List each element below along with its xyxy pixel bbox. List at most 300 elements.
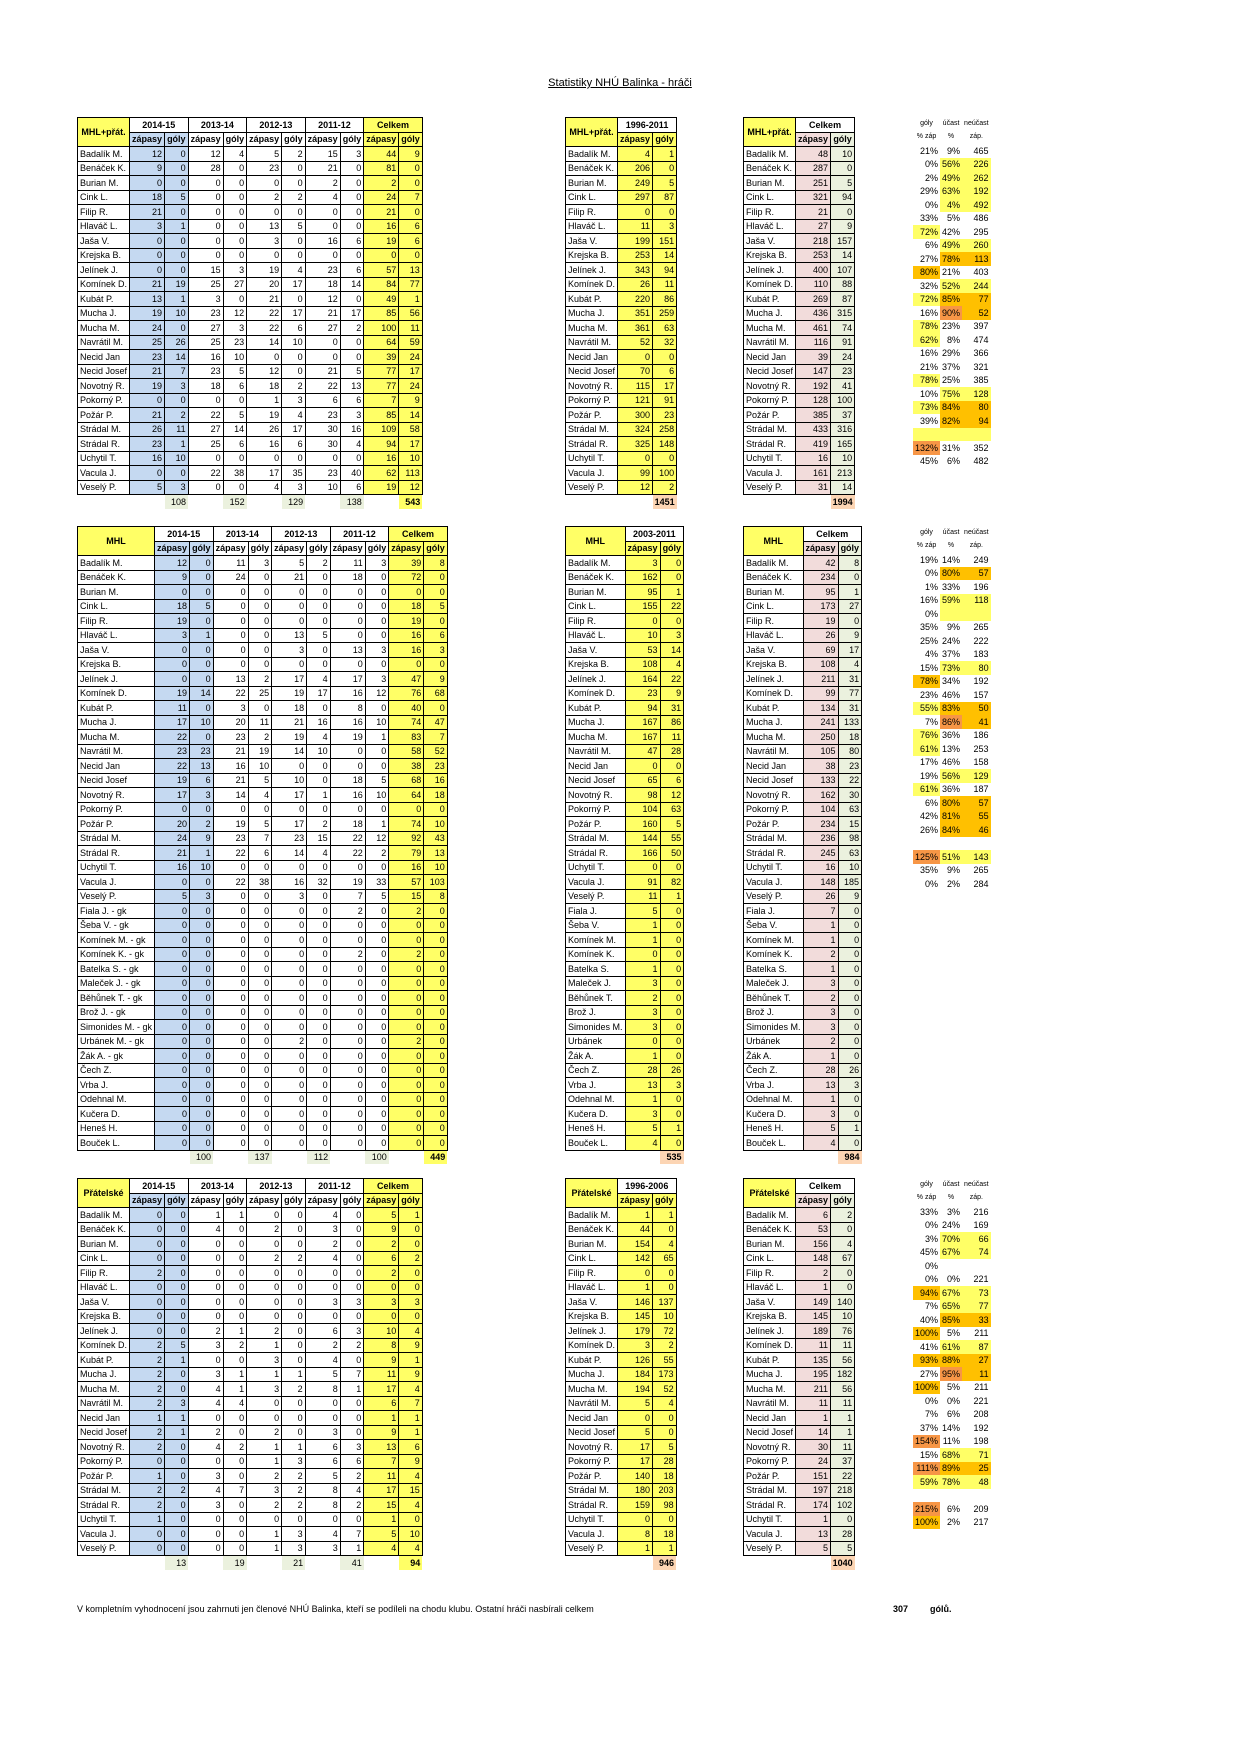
cell-value: 0 [272, 614, 307, 629]
cell-value: 149 [796, 1295, 831, 1310]
stat-value: 295 [973, 226, 989, 237]
player-name: Krejska B. [744, 1309, 796, 1324]
cell-value: 0 [188, 1527, 223, 1542]
stat-value: 36% [942, 784, 961, 795]
player-name: Burian M. [566, 1237, 618, 1252]
table-row [744, 628, 862, 643]
cell-value: 1 [247, 1367, 282, 1382]
stat-value: 16% [920, 307, 939, 318]
cell-value: 3 [618, 1338, 653, 1353]
table-row [913, 1462, 991, 1476]
player-name: Navrátil M. [744, 1396, 796, 1411]
cell-value: 0 [307, 657, 331, 672]
table-row [913, 414, 991, 428]
cell-value: 3 [803, 1020, 838, 1035]
table-row [913, 864, 991, 878]
table-row [744, 933, 862, 948]
cell-value: 16 [272, 875, 307, 890]
table-row [913, 1053, 991, 1067]
player-name: Komínek D. [566, 686, 626, 701]
cell-value: 1 [653, 1208, 677, 1223]
stat-value: 55% [913, 702, 940, 716]
cell-value: 0 [223, 292, 247, 307]
cell-value: 7 [424, 730, 448, 745]
cell-value: 0 [364, 248, 399, 263]
cell-value: 0 [330, 976, 365, 991]
player-name: Mucha M. [744, 1382, 796, 1397]
cell-value: 0 [155, 1107, 190, 1122]
cell-value: 0 [838, 947, 862, 962]
cell-value: 0 [330, 614, 365, 629]
cell-value: 10 [653, 1309, 677, 1324]
table-row [566, 1020, 684, 1035]
cell-value: 0 [155, 1020, 190, 1035]
matches-subheader: zápasy [188, 132, 223, 147]
goals-subheader: góly [223, 132, 247, 147]
stat-value [940, 958, 962, 972]
cell-value: 0 [188, 219, 223, 234]
cell-value: 10 [190, 715, 214, 730]
table-row [78, 1527, 423, 1542]
cell-value: 0 [330, 1078, 365, 1093]
cell-value: 3 [248, 556, 272, 571]
player-name: Navrátil M. [744, 335, 796, 350]
cell-value: 0 [653, 1425, 677, 1440]
cell-value: 213 [831, 466, 855, 481]
cell-value: 0 [618, 451, 653, 466]
stat-value: 260 [962, 239, 991, 253]
table-row [78, 1251, 423, 1266]
cell-value: 98 [653, 1498, 677, 1513]
player-name: Krejska B. [78, 657, 155, 672]
cell-value: 31 [838, 701, 862, 716]
cell-value: 0 [389, 962, 424, 977]
cell-value: 133 [838, 715, 862, 730]
cell-value: 3 [340, 408, 364, 423]
cell-value: 22 [330, 831, 365, 846]
stat-value [940, 1093, 962, 1107]
cell-value: 0 [389, 1107, 424, 1122]
cell-value: 1 [165, 219, 189, 234]
cell-value: 8 [618, 1527, 653, 1542]
cell-value: 4 [305, 1527, 340, 1542]
cell-value: 21 [272, 715, 307, 730]
cell-value: 18 [247, 379, 282, 394]
cell-value: 249 [618, 176, 653, 191]
cell-value: 17 [399, 437, 423, 452]
table-row [78, 408, 423, 423]
cell-value: 0 [190, 802, 214, 817]
player-name: Požár P. [78, 408, 130, 423]
cell-value: 44 [618, 1222, 653, 1237]
stat-value: 67% [942, 1287, 961, 1298]
table-row [744, 1266, 855, 1281]
cell-value: 2 [130, 1382, 165, 1397]
cell-value: 0 [365, 904, 389, 919]
cell-value: 0 [282, 451, 306, 466]
player-name: Heneš H. [744, 1121, 804, 1136]
cell-value: 0 [838, 904, 862, 919]
goals-subheader: góly [282, 1193, 306, 1208]
cell-value: 12 [399, 480, 423, 495]
cell-value: 0 [165, 1222, 189, 1237]
cell-value: 3 [365, 643, 389, 658]
stat-value [913, 958, 940, 972]
player-name: Strádal M. [744, 831, 804, 846]
cell-value: 0 [188, 248, 223, 263]
cell-value: 0 [155, 904, 190, 919]
cell-value: 192 [796, 379, 831, 394]
cell-value: 0 [838, 933, 862, 948]
stat-value: 37% [942, 649, 961, 660]
cell-value: 77 [364, 364, 399, 379]
season-goals-total: 100 [365, 1150, 389, 1164]
cell-value: 63 [838, 846, 862, 861]
cell-value: 0 [247, 1208, 282, 1223]
stat-value: 474 [973, 334, 989, 345]
cell-value: 0 [282, 1353, 306, 1368]
cell-value: 0 [190, 947, 214, 962]
cell-value: 0 [188, 1280, 223, 1295]
season-header: 2012-13 [272, 527, 331, 542]
cell-value: 0 [247, 350, 282, 365]
player-name: Novotný R. [78, 1440, 130, 1455]
cell-value: 2 [282, 1498, 306, 1513]
cell-value: 17 [155, 715, 190, 730]
stat-value: 33% [920, 1206, 939, 1217]
cell-value: 199 [618, 234, 653, 249]
table-row [744, 205, 855, 220]
table-row [744, 1411, 855, 1426]
table-row [913, 1093, 991, 1107]
cell-value: 26 [165, 335, 189, 350]
season-header: 2011-12 [305, 118, 364, 133]
cell-value: 2 [803, 991, 838, 1006]
table-row [78, 1222, 423, 1237]
cell-value: 23 [188, 364, 223, 379]
cell-value: 11 [248, 715, 272, 730]
stat-value: 100% [915, 1517, 939, 1528]
table-row [566, 1454, 677, 1469]
stat-value: 16% [920, 348, 939, 359]
cell-value: 0 [340, 1251, 364, 1266]
cell-value: 24 [364, 190, 399, 205]
cell-value: 1 [618, 1280, 653, 1295]
cell-value: 0 [305, 205, 340, 220]
stat-value [940, 837, 962, 851]
stat-value: 56% [942, 770, 961, 781]
table-row [78, 1005, 448, 1020]
stat-value [962, 1026, 991, 1040]
player-name: Běhůnek T. [566, 991, 626, 1006]
cell-value: 0 [838, 1136, 862, 1151]
cell-value: 38 [223, 466, 247, 481]
stat-value: 55 [962, 810, 991, 824]
cell-value: 0 [272, 657, 307, 672]
stat-value: 27 [962, 1354, 991, 1368]
cell-value: 21 [305, 306, 340, 321]
player-name: Necid Jan [566, 759, 626, 774]
player-name: Mucha J. [744, 715, 804, 730]
player-name: Komínek K. [566, 947, 626, 962]
cell-value: 94 [364, 437, 399, 452]
cell-value: 6 [340, 1454, 364, 1469]
table-row [744, 1396, 855, 1411]
cell-value: 0 [307, 643, 331, 658]
table-row [744, 1541, 855, 1556]
season-goals-total: 21 [282, 1556, 306, 1570]
cell-value: 2 [340, 321, 364, 336]
cell-value: 4 [188, 1222, 223, 1237]
stat-value: 48 [962, 1475, 991, 1489]
cell-value: 2 [389, 947, 424, 962]
cell-value: 110 [796, 277, 831, 292]
table-row [566, 277, 677, 292]
cell-value: 19 [803, 614, 838, 629]
stat-value [962, 837, 991, 851]
cell-value: 0 [272, 991, 307, 1006]
player-name: Bouček L. [744, 1136, 804, 1151]
cell-value: 0 [155, 672, 190, 687]
cell-value: 0 [330, 1034, 365, 1049]
cell-value: 3 [282, 480, 306, 495]
cell-value: 5 [364, 1527, 399, 1542]
cell-value: 11 [618, 219, 653, 234]
cell-value: 0 [213, 918, 248, 933]
player-name: Mucha M. [78, 730, 155, 745]
player-name: Heneš H. [566, 1121, 626, 1136]
cell-value: 241 [803, 715, 838, 730]
player-name: Jaša V. [744, 234, 796, 249]
player-name: Požár P. [744, 1469, 796, 1484]
stat-value: 7% [925, 716, 939, 727]
cell-value: 0 [389, 585, 424, 600]
player-name: Maleček J. [744, 976, 804, 991]
cell-value: 0 [213, 585, 248, 600]
cell-value: 109 [364, 422, 399, 437]
stat-subheader: % záp [916, 133, 937, 141]
cell-value: 0 [330, 1005, 365, 1020]
overall-table [743, 1178, 855, 1570]
cell-value: 11 [660, 730, 684, 745]
cell-value: 2 [330, 904, 365, 919]
cell-value: 19 [364, 234, 399, 249]
table-row [744, 350, 855, 365]
stat-value: 113 [962, 252, 991, 266]
stat-value: 482 [973, 456, 989, 467]
stat-value [962, 945, 991, 959]
cell-value: 3 [424, 643, 448, 658]
cell-value: 0 [399, 1237, 423, 1252]
cell-value: 0 [248, 657, 272, 672]
player-name: Jelínek J. [566, 263, 618, 278]
cell-value: 0 [389, 991, 424, 1006]
player-name: Bouček L. [566, 1136, 626, 1151]
cell-value: 218 [796, 234, 831, 249]
overall-table [743, 526, 862, 1164]
cell-value: 68 [424, 686, 448, 701]
cell-value: 33 [365, 875, 389, 890]
table-row [913, 891, 991, 905]
cell-value: 0 [660, 918, 684, 933]
cell-value: 0 [364, 1309, 399, 1324]
player-name: Vacula J. [566, 466, 618, 481]
player-name: Filip R. [566, 1266, 618, 1281]
cell-value: 23 [213, 831, 248, 846]
cell-value: 2 [307, 556, 331, 571]
player-name: Cink L. [744, 599, 804, 614]
cell-value: 6 [399, 1440, 423, 1455]
cell-value: 385 [796, 408, 831, 423]
cell-value: 6 [305, 1454, 340, 1469]
cell-value: 12 [188, 147, 223, 162]
cell-value: 26 [838, 1063, 862, 1078]
table-row [913, 904, 991, 918]
cell-value: 10 [223, 350, 247, 365]
cell-value: 148 [803, 875, 838, 890]
cell-value: 0 [188, 1454, 223, 1469]
player-name: Brož J. [566, 1005, 626, 1020]
table-row [744, 831, 862, 846]
cell-value: 0 [282, 364, 306, 379]
cell-value: 3 [165, 1396, 189, 1411]
cell-value: 0 [130, 1309, 165, 1324]
table-row [566, 976, 684, 991]
cell-value: 22 [188, 408, 223, 423]
cell-value: 15 [305, 147, 340, 162]
cell-value: 0 [424, 1034, 448, 1049]
cell-value: 0 [272, 1063, 307, 1078]
player-name: Strádal R. [566, 437, 618, 452]
stat-value: 49% [942, 172, 961, 183]
table-row [913, 958, 991, 972]
cell-value: 8 [838, 556, 862, 571]
cell-value: 0 [307, 904, 331, 919]
cell-value: 0 [340, 292, 364, 307]
cell-value: 21 [247, 292, 282, 307]
cell-value: 22 [213, 686, 248, 701]
cell-value: 3 [625, 1020, 660, 1035]
cell-value: 0 [155, 947, 190, 962]
stat-value: 11 [962, 1367, 991, 1381]
cell-value: 20 [155, 817, 190, 832]
stat-value: 37% [920, 1422, 939, 1433]
cell-value: 11 [831, 1440, 855, 1455]
table-row [566, 292, 677, 307]
table-row [913, 1313, 991, 1327]
cell-value: 53 [796, 1222, 831, 1237]
stat-value: 9% [947, 622, 961, 633]
stat-value: 49% [942, 240, 961, 251]
player-name: Vrba J. [744, 1078, 804, 1093]
player-name: Uchytil T. [78, 451, 130, 466]
cell-value: 287 [796, 161, 831, 176]
player-name: Necid Josef [744, 773, 804, 788]
cell-value: 0 [282, 1208, 306, 1223]
cell-value: 433 [796, 422, 831, 437]
cell-value: 5 [282, 219, 306, 234]
table-row [913, 661, 991, 675]
stat-value: 51% [942, 851, 961, 862]
stat-value: 89% [942, 1463, 961, 1474]
cell-value: 166 [625, 846, 660, 861]
table-row [78, 1020, 448, 1035]
cell-value: 0 [305, 1280, 340, 1295]
cell-value: 0 [424, 1107, 448, 1122]
cell-value: 3 [223, 263, 247, 278]
cell-value: 5 [625, 1121, 660, 1136]
table-row [744, 379, 855, 394]
cell-value: 2 [399, 1251, 423, 1266]
table-row [566, 1324, 677, 1339]
cell-value: 18 [424, 788, 448, 803]
stat-value: 14% [942, 554, 961, 565]
cell-value: 1 [223, 1324, 247, 1339]
stat-value [913, 999, 940, 1013]
cell-value: 0 [272, 904, 307, 919]
cell-value: 0 [365, 1121, 389, 1136]
stat-value: 65% [942, 1301, 961, 1312]
stat-value: 9% [947, 145, 961, 156]
cell-value: 82 [660, 875, 684, 890]
table-row [744, 875, 862, 890]
cell-value: 7 [364, 393, 399, 408]
cell-value: 0 [272, 1136, 307, 1151]
cell-value: 100 [653, 466, 677, 481]
stat-value [962, 918, 991, 932]
cell-value: 0 [272, 1078, 307, 1093]
cell-value: 0 [155, 1121, 190, 1136]
player-name: Strádal M. [744, 422, 796, 437]
cell-value: 21 [796, 205, 831, 220]
cell-value: 0 [223, 205, 247, 220]
stat-value: 86% [942, 716, 961, 727]
player-name: Navrátil M. [78, 744, 155, 759]
cell-value: 74 [389, 715, 424, 730]
cell-value: 3 [282, 1454, 306, 1469]
cell-value: 0 [424, 933, 448, 948]
cell-value: 0 [307, 976, 331, 991]
cell-value: 0 [305, 1309, 340, 1324]
cell-value: 0 [831, 1512, 855, 1527]
stat-value [913, 904, 940, 918]
season-header: 2014-15 [130, 1179, 189, 1194]
cell-value: 10 [364, 1324, 399, 1339]
cell-value: 0 [155, 1034, 190, 1049]
player-name: Uchytil T. [744, 451, 796, 466]
cell-value: 3 [188, 1469, 223, 1484]
player-name: Mucha M. [566, 1382, 618, 1397]
cell-value: 0 [307, 1034, 331, 1049]
table-row [913, 1246, 991, 1260]
table-row [744, 1338, 855, 1353]
cell-value: 0 [213, 657, 248, 672]
cell-value: 0 [618, 1411, 653, 1426]
cell-value: 2 [248, 730, 272, 745]
player-name: Novotný R. [744, 379, 796, 394]
cell-value: 42 [803, 556, 838, 571]
cell-value: 56 [399, 306, 423, 321]
cell-value: 53 [625, 643, 660, 658]
cell-value: 147 [796, 364, 831, 379]
cell-value: 0 [424, 1049, 448, 1064]
stat-value: 397 [973, 321, 989, 332]
player-name: Vacula J. [78, 1527, 130, 1542]
cell-value: 0 [188, 205, 223, 220]
player-name: Jelínek J. [78, 263, 130, 278]
stat-value: 33% [920, 213, 939, 224]
table-row [78, 306, 423, 321]
